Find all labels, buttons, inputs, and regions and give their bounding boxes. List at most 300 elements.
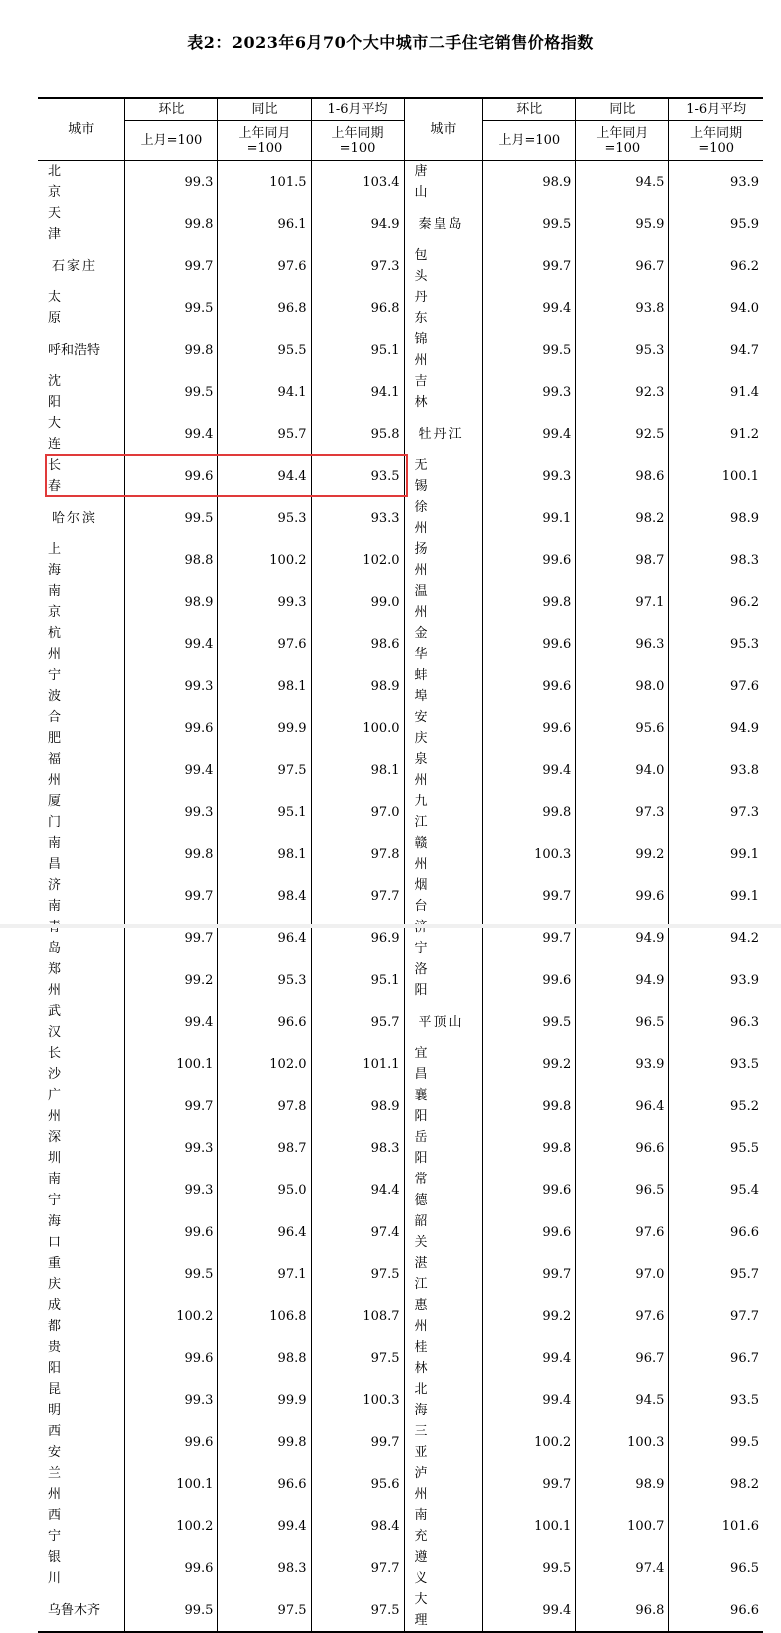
cell-city-right: 韶关 xyxy=(404,1211,483,1253)
header-mom-base-right: 上月=100 xyxy=(483,121,576,161)
cell-avg-right: 99.1 xyxy=(669,875,763,917)
cell-mom-right: 99.6 xyxy=(483,707,576,749)
cell-city-right: 锦州 xyxy=(404,329,483,371)
cell-avg-left: 97.3 xyxy=(311,245,404,287)
cell-yoy-right: 100.7 xyxy=(576,1505,669,1547)
cell-mom-right: 99.8 xyxy=(483,791,576,833)
cell-mom-right: 99.7 xyxy=(483,875,576,917)
cell-city-left: 成都 xyxy=(48,1298,92,1334)
table-row xyxy=(38,203,763,245)
cell-mom-right: 99.7 xyxy=(483,1463,576,1505)
cell-city-left: 西宁 xyxy=(48,1508,92,1544)
cell-city-right: 北海 xyxy=(404,1379,483,1421)
cell-city-right: 泸州 xyxy=(404,1463,483,1505)
cell-avg-right: 96.6 xyxy=(669,1211,763,1253)
cell-yoy-right: 92.3 xyxy=(576,371,669,413)
cell-avg-left: 97.7 xyxy=(311,875,404,917)
cell-yoy-right: 95.3 xyxy=(576,329,669,371)
cell-mom-right: 99.6 xyxy=(483,623,576,665)
cell-city-right: 扬州 xyxy=(404,539,483,581)
table-row xyxy=(38,749,763,791)
table-row xyxy=(38,245,763,287)
cell-yoy-right: 96.5 xyxy=(576,1001,669,1043)
header-avg-left: 1-6月平均 xyxy=(311,98,404,121)
cell-avg-right: 100.1 xyxy=(669,455,763,497)
cell-yoy-left: 95.1 xyxy=(218,791,311,833)
cell-mom-left: 99.7 xyxy=(125,1085,218,1127)
cell-mom-left: 99.3 xyxy=(125,1379,218,1421)
cell-mom-left: 99.2 xyxy=(125,959,218,1001)
table-row xyxy=(38,791,763,833)
cell-mom-right: 99.4 xyxy=(483,287,576,329)
cell-yoy-left: 96.8 xyxy=(218,287,311,329)
cell-city-left: 郑州 xyxy=(48,962,92,998)
cell-city-right: 大理 xyxy=(404,1589,483,1632)
cell-mom-left: 99.5 xyxy=(125,1589,218,1632)
cell-mom-left: 99.6 xyxy=(125,707,218,749)
cell-mom-right: 99.7 xyxy=(483,1253,576,1295)
cell-city-left: 南京 xyxy=(48,584,92,620)
cell-mom-left: 99.6 xyxy=(125,1421,218,1463)
cell-avg-left: 94.1 xyxy=(311,371,404,413)
table-row xyxy=(38,1295,763,1337)
cell-city-right: 南充 xyxy=(404,1505,483,1547)
cell-avg-left: 94.4 xyxy=(311,1169,404,1211)
table-row xyxy=(38,1001,763,1043)
cell-city-left: 厦门 xyxy=(48,794,92,830)
cell-avg-right: 97.3 xyxy=(669,791,763,833)
cell-yoy-left: 99.9 xyxy=(218,707,311,749)
cell-yoy-left: 96.4 xyxy=(218,1211,311,1253)
cell-city-left: 济南 xyxy=(48,878,92,914)
cell-city-left: 呼和浩特 xyxy=(48,342,101,358)
cell-avg-right: 98.2 xyxy=(669,1463,763,1505)
cell-city-left: 合肥 xyxy=(48,710,92,746)
table-row xyxy=(38,581,763,623)
cell-mom-right: 99.3 xyxy=(483,455,576,497)
cell-city-left: 上海 xyxy=(48,542,92,578)
cell-avg-right: 96.2 xyxy=(669,581,763,623)
cell-yoy-right: 96.7 xyxy=(576,1337,669,1379)
cell-yoy-left: 97.1 xyxy=(218,1253,311,1295)
cell-mom-left: 99.6 xyxy=(125,1547,218,1589)
cell-mom-right: 99.7 xyxy=(483,245,576,287)
cell-yoy-left: 100.2 xyxy=(218,539,311,581)
header-mom-base-left: 上月=100 xyxy=(125,121,218,161)
cell-yoy-right: 99.6 xyxy=(576,875,669,917)
cell-avg-left: 103.4 xyxy=(311,161,404,204)
table-row xyxy=(38,329,763,371)
cell-city-right: 常德 xyxy=(404,1169,483,1211)
cell-avg-right: 93.5 xyxy=(669,1379,763,1421)
cell-mom-left: 99.7 xyxy=(125,875,218,917)
cell-city-right: 湛江 xyxy=(404,1253,483,1295)
cell-mom-left: 99.6 xyxy=(125,455,218,497)
cell-yoy-right: 97.1 xyxy=(576,581,669,623)
cell-yoy-left: 99.3 xyxy=(218,581,311,623)
cell-mom-right: 99.1 xyxy=(483,497,576,539)
cell-yoy-left: 95.3 xyxy=(218,959,311,1001)
cell-city-right: 三亚 xyxy=(404,1421,483,1463)
cell-avg-right: 93.9 xyxy=(669,161,763,204)
cell-avg-left: 97.4 xyxy=(311,1211,404,1253)
cell-avg-right: 97.7 xyxy=(669,1295,763,1337)
table-row xyxy=(38,1253,763,1295)
cell-mom-left: 99.3 xyxy=(125,791,218,833)
cell-yoy-right: 97.6 xyxy=(576,1211,669,1253)
cell-mom-right: 99.8 xyxy=(483,581,576,623)
cell-avg-left: 97.0 xyxy=(311,791,404,833)
table-title: 表2：2023年6月70个大中城市二手住宅销售价格指数 xyxy=(187,33,594,52)
cell-avg-left: 95.1 xyxy=(311,329,404,371)
cell-avg-left: 97.5 xyxy=(311,1337,404,1379)
cell-city-right: 遵义 xyxy=(404,1547,483,1589)
cell-yoy-right: 98.2 xyxy=(576,497,669,539)
cell-yoy-left: 95.0 xyxy=(218,1169,311,1211)
cell-avg-right: 101.6 xyxy=(669,1505,763,1547)
cell-mom-left: 99.4 xyxy=(125,413,218,455)
cell-mom-right: 99.4 xyxy=(483,1337,576,1379)
cell-yoy-right: 97.4 xyxy=(576,1547,669,1589)
cell-yoy-left: 99.8 xyxy=(218,1421,311,1463)
cell-mom-left: 100.2 xyxy=(125,1505,218,1547)
cell-city-right: 赣州 xyxy=(404,833,483,875)
table-row xyxy=(38,665,763,707)
cell-avg-left: 101.1 xyxy=(311,1043,404,1085)
cell-mom-left: 99.4 xyxy=(125,1001,218,1043)
cell-city-right: 温州 xyxy=(404,581,483,623)
cell-avg-left: 93.5 xyxy=(311,455,404,497)
table-row xyxy=(38,539,763,581)
cell-mom-right: 99.7 xyxy=(483,917,576,959)
cell-city-right: 徐州 xyxy=(404,497,483,539)
cell-mom-right: 100.1 xyxy=(483,1505,576,1547)
cell-city-right: 唐山 xyxy=(404,161,483,204)
cell-mom-right: 99.6 xyxy=(483,665,576,707)
cell-yoy-left: 94.4 xyxy=(218,455,311,497)
cell-yoy-right: 94.5 xyxy=(576,161,669,204)
cell-yoy-right: 96.8 xyxy=(576,1589,669,1632)
cell-mom-left: 100.2 xyxy=(125,1295,218,1337)
cell-yoy-left: 106.8 xyxy=(218,1295,311,1337)
cell-avg-right: 96.6 xyxy=(669,1589,763,1632)
cell-city-right: 襄阳 xyxy=(404,1085,483,1127)
cell-city-right: 平顶山 xyxy=(404,1001,483,1043)
header-city-right: 城市 xyxy=(404,98,483,161)
cell-mom-right: 99.4 xyxy=(483,1379,576,1421)
cell-mom-left: 99.5 xyxy=(125,1253,218,1295)
cell-yoy-right: 93.9 xyxy=(576,1043,669,1085)
cell-avg-left: 97.5 xyxy=(311,1253,404,1295)
cell-avg-right: 94.9 xyxy=(669,707,763,749)
cell-yoy-left: 97.6 xyxy=(218,623,311,665)
cell-city-left: 沈阳 xyxy=(48,374,92,410)
page-bottom-strip xyxy=(0,924,781,928)
cell-yoy-left: 98.7 xyxy=(218,1127,311,1169)
cell-avg-right: 99.5 xyxy=(669,1421,763,1463)
price-index-table xyxy=(38,97,763,1633)
cell-city-left: 太原 xyxy=(48,290,92,326)
table-row xyxy=(38,1463,763,1505)
cell-avg-right: 91.2 xyxy=(669,413,763,455)
cell-mom-left: 99.8 xyxy=(125,329,218,371)
cell-mom-right: 99.8 xyxy=(483,1085,576,1127)
cell-avg-left: 95.6 xyxy=(311,1463,404,1505)
cell-mom-left: 99.7 xyxy=(125,917,218,959)
table-row xyxy=(38,497,763,539)
cell-avg-left: 102.0 xyxy=(311,539,404,581)
cell-mom-left: 98.8 xyxy=(125,539,218,581)
table-row xyxy=(38,1169,763,1211)
cell-avg-right: 93.5 xyxy=(669,1043,763,1085)
cell-city-left: 重庆 xyxy=(48,1256,92,1292)
table-row xyxy=(38,371,763,413)
cell-city-left: 福州 xyxy=(48,752,92,788)
cell-mom-left: 99.5 xyxy=(125,287,218,329)
cell-city-left: 贵阳 xyxy=(48,1340,92,1376)
cell-yoy-left: 96.4 xyxy=(218,917,311,959)
cell-avg-right: 93.8 xyxy=(669,749,763,791)
cell-city-right: 洛阳 xyxy=(404,959,483,1001)
cell-city-right: 泉州 xyxy=(404,749,483,791)
cell-avg-right: 96.5 xyxy=(669,1547,763,1589)
table-row xyxy=(38,1085,763,1127)
cell-yoy-left: 98.3 xyxy=(218,1547,311,1589)
cell-city-right: 岳阳 xyxy=(404,1127,483,1169)
header-mom-left: 环比 xyxy=(125,98,218,121)
cell-yoy-right: 98.7 xyxy=(576,539,669,581)
header-yoy-left: 同比 xyxy=(218,98,311,121)
cell-avg-left: 99.7 xyxy=(311,1421,404,1463)
cell-avg-right: 96.7 xyxy=(669,1337,763,1379)
cell-avg-left: 98.1 xyxy=(311,749,404,791)
cell-yoy-right: 96.6 xyxy=(576,1127,669,1169)
table-row xyxy=(38,1337,763,1379)
cell-yoy-left: 97.6 xyxy=(218,245,311,287)
header-mom-right: 环比 xyxy=(483,98,576,121)
cell-mom-right: 99.5 xyxy=(483,203,576,245)
table-row xyxy=(38,1547,763,1589)
cell-city-right: 包头 xyxy=(404,245,483,287)
cell-mom-right: 99.4 xyxy=(483,1589,576,1632)
cell-avg-left: 95.8 xyxy=(311,413,404,455)
table-row xyxy=(38,833,763,875)
cell-mom-left: 99.5 xyxy=(125,371,218,413)
cell-city-right: 九江 xyxy=(404,791,483,833)
cell-yoy-right: 98.0 xyxy=(576,665,669,707)
cell-yoy-left: 95.3 xyxy=(218,497,311,539)
cell-avg-left: 99.0 xyxy=(311,581,404,623)
cell-mom-left: 99.4 xyxy=(125,749,218,791)
cell-mom-left: 99.7 xyxy=(125,245,218,287)
cell-mom-right: 99.5 xyxy=(483,329,576,371)
cell-avg-left: 95.1 xyxy=(311,959,404,1001)
cell-yoy-right: 99.2 xyxy=(576,833,669,875)
cell-avg-left: 100.0 xyxy=(311,707,404,749)
cell-avg-left: 97.8 xyxy=(311,833,404,875)
header-avg-base-left: 上年同期 =100 xyxy=(311,121,404,161)
cell-avg-right: 93.9 xyxy=(669,959,763,1001)
cell-yoy-left: 98.1 xyxy=(218,833,311,875)
cell-yoy-left: 102.0 xyxy=(218,1043,311,1085)
cell-yoy-left: 101.5 xyxy=(218,161,311,204)
cell-avg-right: 95.4 xyxy=(669,1169,763,1211)
cell-city-left: 天津 xyxy=(48,206,92,242)
cell-yoy-left: 96.6 xyxy=(218,1001,311,1043)
cell-yoy-right: 96.4 xyxy=(576,1085,669,1127)
cell-mom-right: 99.2 xyxy=(483,1043,576,1085)
cell-city-left: 大连 xyxy=(48,416,92,452)
cell-mom-left: 99.5 xyxy=(125,497,218,539)
cell-city-right: 桂林 xyxy=(404,1337,483,1379)
cell-city-right: 牡丹江 xyxy=(404,413,483,455)
cell-avg-right: 95.5 xyxy=(669,1127,763,1169)
cell-city-left: 长春 xyxy=(48,458,92,494)
cell-avg-left: 98.9 xyxy=(311,665,404,707)
cell-mom-left: 100.1 xyxy=(125,1463,218,1505)
cell-avg-right: 95.3 xyxy=(669,623,763,665)
table-row xyxy=(38,875,763,917)
cell-avg-left: 98.3 xyxy=(311,1127,404,1169)
cell-avg-right: 94.2 xyxy=(669,917,763,959)
cell-yoy-right: 95.6 xyxy=(576,707,669,749)
cell-yoy-right: 94.9 xyxy=(576,917,669,959)
cell-avg-left: 97.7 xyxy=(311,1547,404,1589)
cell-avg-left: 93.3 xyxy=(311,497,404,539)
cell-yoy-left: 97.5 xyxy=(218,749,311,791)
cell-city-right: 金华 xyxy=(404,623,483,665)
cell-city-left: 广州 xyxy=(48,1088,92,1124)
header-avg-right: 1-6月平均 xyxy=(669,98,763,121)
cell-mom-right: 99.5 xyxy=(483,1547,576,1589)
cell-city-right: 蚌埠 xyxy=(404,665,483,707)
cell-avg-left: 97.5 xyxy=(311,1589,404,1632)
cell-city-left: 南昌 xyxy=(48,836,92,872)
table-row xyxy=(38,623,763,665)
cell-avg-left: 108.7 xyxy=(311,1295,404,1337)
cell-city-left: 北京 xyxy=(48,164,92,200)
cell-mom-right: 98.9 xyxy=(483,161,576,204)
cell-yoy-left: 97.8 xyxy=(218,1085,311,1127)
table-row xyxy=(38,1379,763,1421)
cell-city-left: 南宁 xyxy=(48,1172,92,1208)
cell-mom-left: 99.3 xyxy=(125,1169,218,1211)
cell-mom-left: 98.9 xyxy=(125,581,218,623)
table-row xyxy=(38,1589,763,1632)
cell-yoy-left: 98.4 xyxy=(218,875,311,917)
table-row xyxy=(38,287,763,329)
cell-city-right: 无锡 xyxy=(404,455,483,497)
table-row xyxy=(38,161,763,204)
table-body xyxy=(38,161,763,1633)
cell-avg-left: 98.4 xyxy=(311,1505,404,1547)
cell-city-right: 惠州 xyxy=(404,1295,483,1337)
table-row xyxy=(38,1127,763,1169)
cell-mom-left: 99.8 xyxy=(125,833,218,875)
cell-avg-right: 96.2 xyxy=(669,245,763,287)
header-yoy-base-left: 上年同月 =100 xyxy=(218,121,311,161)
cell-avg-right: 96.3 xyxy=(669,1001,763,1043)
cell-city-left: 深圳 xyxy=(48,1130,92,1166)
table-row xyxy=(38,1421,763,1463)
cell-mom-right: 99.8 xyxy=(483,1127,576,1169)
cell-mom-right: 100.2 xyxy=(483,1421,576,1463)
cell-city-left: 石家庄 xyxy=(52,258,98,274)
cell-city-left: 西安 xyxy=(48,1424,92,1460)
cell-mom-left: 99.3 xyxy=(125,665,218,707)
cell-yoy-left: 96.6 xyxy=(218,1463,311,1505)
cell-yoy-right: 94.5 xyxy=(576,1379,669,1421)
cell-mom-right: 99.5 xyxy=(483,1001,576,1043)
cell-mom-right: 99.6 xyxy=(483,959,576,1001)
cell-mom-right: 100.3 xyxy=(483,833,576,875)
cell-yoy-right: 96.5 xyxy=(576,1169,669,1211)
cell-city-right: 丹东 xyxy=(404,287,483,329)
cell-mom-right: 99.4 xyxy=(483,413,576,455)
cell-avg-left: 100.3 xyxy=(311,1379,404,1421)
cell-yoy-right: 95.9 xyxy=(576,203,669,245)
cell-yoy-left: 99.4 xyxy=(218,1505,311,1547)
cell-city-right: 烟台 xyxy=(404,875,483,917)
cell-mom-right: 99.6 xyxy=(483,539,576,581)
cell-yoy-right: 97.0 xyxy=(576,1253,669,1295)
cell-avg-right: 95.9 xyxy=(669,203,763,245)
cell-yoy-left: 98.1 xyxy=(218,665,311,707)
cell-mom-right: 99.6 xyxy=(483,1211,576,1253)
header-avg-base-right: 上年同期 =100 xyxy=(669,121,763,161)
cell-yoy-right: 97.3 xyxy=(576,791,669,833)
cell-yoy-right: 92.5 xyxy=(576,413,669,455)
cell-avg-left: 98.6 xyxy=(311,623,404,665)
cell-avg-right: 98.3 xyxy=(669,539,763,581)
cell-city-left: 长沙 xyxy=(48,1046,92,1082)
cell-city-left: 乌鲁木齐 xyxy=(38,1589,125,1632)
cell-mom-left: 99.6 xyxy=(125,1337,218,1379)
cell-yoy-right: 98.6 xyxy=(576,455,669,497)
cell-avg-left: 96.8 xyxy=(311,287,404,329)
table-row xyxy=(38,455,763,497)
table-row xyxy=(38,1043,763,1085)
cell-yoy-right: 96.3 xyxy=(576,623,669,665)
cell-mom-right: 99.2 xyxy=(483,1295,576,1337)
cell-city-right: 安庆 xyxy=(404,707,483,749)
cell-avg-right: 99.1 xyxy=(669,833,763,875)
header-yoy-right: 同比 xyxy=(576,98,669,121)
cell-yoy-left: 99.9 xyxy=(218,1379,311,1421)
cell-city-left: 海口 xyxy=(48,1214,92,1250)
cell-yoy-right: 97.6 xyxy=(576,1295,669,1337)
cell-mom-left: 99.6 xyxy=(125,1211,218,1253)
cell-yoy-right: 100.3 xyxy=(576,1421,669,1463)
header-yoy-base-right: 上年同月 =100 xyxy=(576,121,669,161)
cell-avg-right: 95.7 xyxy=(669,1253,763,1295)
cell-city-right: 宁 xyxy=(404,917,483,959)
cell-avg-left: 98.9 xyxy=(311,1085,404,1127)
cell-mom-left: 99.3 xyxy=(125,161,218,204)
cell-avg-right: 91.4 xyxy=(669,371,763,413)
cell-avg-right: 95.2 xyxy=(669,1085,763,1127)
cell-avg-left: 96.9 xyxy=(311,917,404,959)
cell-yoy-left: 94.1 xyxy=(218,371,311,413)
cell-avg-right: 94.0 xyxy=(669,287,763,329)
cell-mom-left: 99.4 xyxy=(125,623,218,665)
cell-city-left: 宁波 xyxy=(48,668,92,704)
cell-city-left: 岛 xyxy=(48,941,92,956)
cell-yoy-left: 97.5 xyxy=(218,1589,311,1632)
cell-city-left: 昆明 xyxy=(48,1382,92,1418)
cell-mom-left: 100.1 xyxy=(125,1043,218,1085)
cell-yoy-right: 98.9 xyxy=(576,1463,669,1505)
